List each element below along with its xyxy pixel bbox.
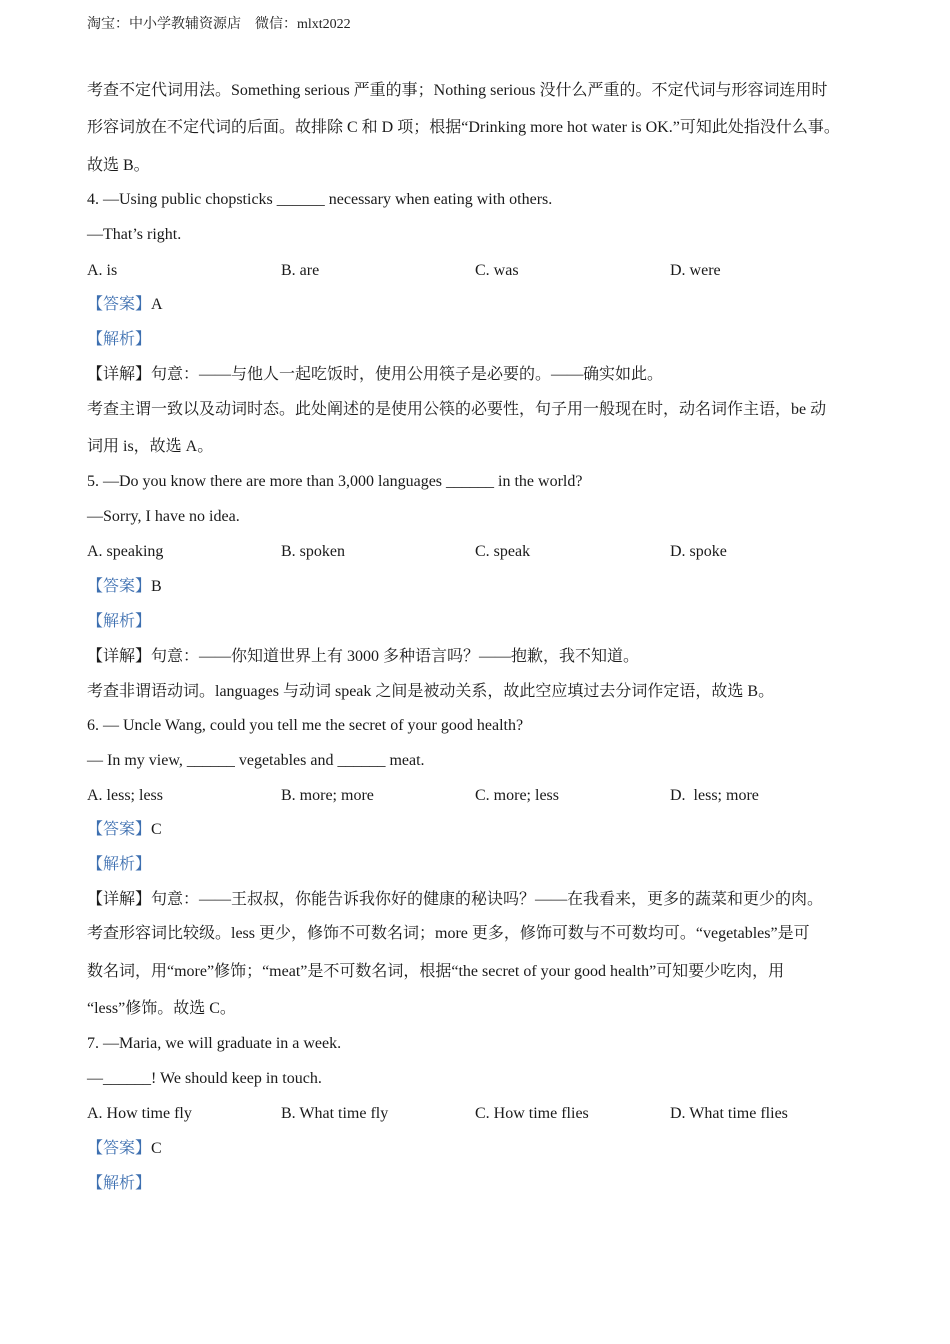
page-header-text: 淘宝：中小学教辅资源店 微信：mlxt2022 (87, 17, 351, 32)
q6-detail: 【详解】句意：——王叔叔，你能告诉我你好的健康的秘诀吗？——在我看来，更多的蔬菜和更少的肉。 (87, 891, 824, 908)
q7-answer-line (87, 1139, 162, 1159)
q5-explanation-line-1: 考查非谓语动词。languages 与动词 speak 之间是被动关系，故此空应填过去分词作定语，故选 B。 (87, 683, 775, 700)
q4-answer-value: A (151, 296, 163, 313)
q7-reply: —______! We should keep in touch. (87, 1070, 322, 1087)
q4-detail: 【详解】句意：——与他人一起吃饭时，使用公用筷子是必要的。——确实如此。 (87, 366, 664, 383)
q4-options (87, 261, 887, 281)
q4-explanation-line-2: 词用 is，故选 A。 (87, 438, 214, 455)
q6-stem: 6. — Uncle Wang, could you tell me the secret of your good health? (87, 717, 524, 734)
q4-option-b: B. are (281, 262, 320, 279)
answer-label: 【答案】 (87, 821, 152, 838)
answer-label: 【答案】 (87, 296, 152, 313)
q6-reply: — In my view, ______ vegetables and ______ meat. (87, 752, 425, 769)
q5-answer-value: B (151, 578, 162, 595)
q7-option-a: A. How time fly (87, 1105, 192, 1122)
answer-label: 【答案】 (87, 1140, 152, 1157)
q5-answer-line (87, 577, 162, 597)
analysis-label: 【解析】 (87, 331, 152, 348)
answer-label: 【答案】 (87, 578, 152, 595)
q5-reply: —Sorry, I have no idea. (87, 508, 240, 525)
analysis-label: 【解析】 (87, 613, 152, 630)
q4-reply: —That’s right. (87, 226, 182, 243)
q7-answer-value: C (151, 1140, 162, 1157)
q4-option-a: A. is (87, 262, 118, 279)
q3-explanation-line-3: 故选 B。 (87, 157, 150, 174)
q3-explanation-line-2: 形容词放在不定代词的后面。故排除 C 和 D 项；根据“Drinking more hot water is OK.”可知此处指没什么事。 (87, 119, 840, 136)
q7-option-d: D. What time flies (670, 1105, 788, 1122)
q6-option-d: D. less; more (670, 787, 759, 804)
analysis-label: 【解析】 (87, 1175, 152, 1192)
q6-explanation-line-3: “less”修饰。故选 C。 (87, 1000, 236, 1017)
q5-option-c: C. speak (475, 543, 531, 560)
q4-explanation-line-1: 考查主谓一致以及动词时态。此处阐述的是使用公筷的必要性，句子用一般现在时，动名词作主语，be 动 (87, 401, 827, 418)
q4-option-c: C. was (475, 262, 519, 279)
q5-stem: 5. —Do you know there are more than 3,000 languages ______ in the world? (87, 473, 583, 490)
q6-answer-line (87, 820, 162, 840)
q7-analysis-line (87, 1174, 151, 1194)
q5-option-b: B. spoken (281, 543, 345, 560)
q6-explanation-line-1: 考查形容词比较级。less 更少，修饰不可数名词；more 更多，修饰可数与不可数均可。“vegetables”是可 (87, 925, 810, 942)
analysis-label: 【解析】 (87, 856, 152, 873)
q6-option-c: C. more; less (475, 787, 559, 804)
q6-options (87, 786, 887, 806)
q4-option-d: D. were (670, 262, 721, 279)
q6-answer-value: C (151, 821, 162, 838)
q5-option-a: A. speaking (87, 543, 164, 560)
q4-answer-line (87, 295, 163, 315)
q7-option-c: C. How time flies (475, 1105, 589, 1122)
q6-analysis-line (87, 855, 151, 875)
q6-explanation-line-2: 数名词，用“more”修饰；“meat”是不可数名词，根据“the secret of your good health”可知要少吃肉，用 (87, 963, 785, 980)
q5-options (87, 542, 887, 562)
q3-explanation-line-1: 考查不定代词用法。Something serious 严重的事；Nothing serious 没什么严重的。不定代词与形容词连用时 (87, 82, 828, 99)
q7-stem: 7. —Maria, we will graduate in a week. (87, 1035, 342, 1052)
q5-option-d: D. spoke (670, 543, 727, 560)
q4-stem: 4. —Using public chopsticks ______ necessary when eating with others. (87, 191, 553, 208)
q7-option-b: B. What time fly (281, 1105, 389, 1122)
q6-option-a: A. less; less (87, 787, 163, 804)
q5-analysis-line (87, 612, 151, 632)
q5-detail: 【详解】句意：——你知道世界上有 3000 多种语言吗？——抱歉，我不知道。 (87, 648, 640, 665)
q4-analysis-line (87, 330, 151, 350)
q7-options (87, 1104, 887, 1124)
q6-option-b: B. more; more (281, 787, 374, 804)
